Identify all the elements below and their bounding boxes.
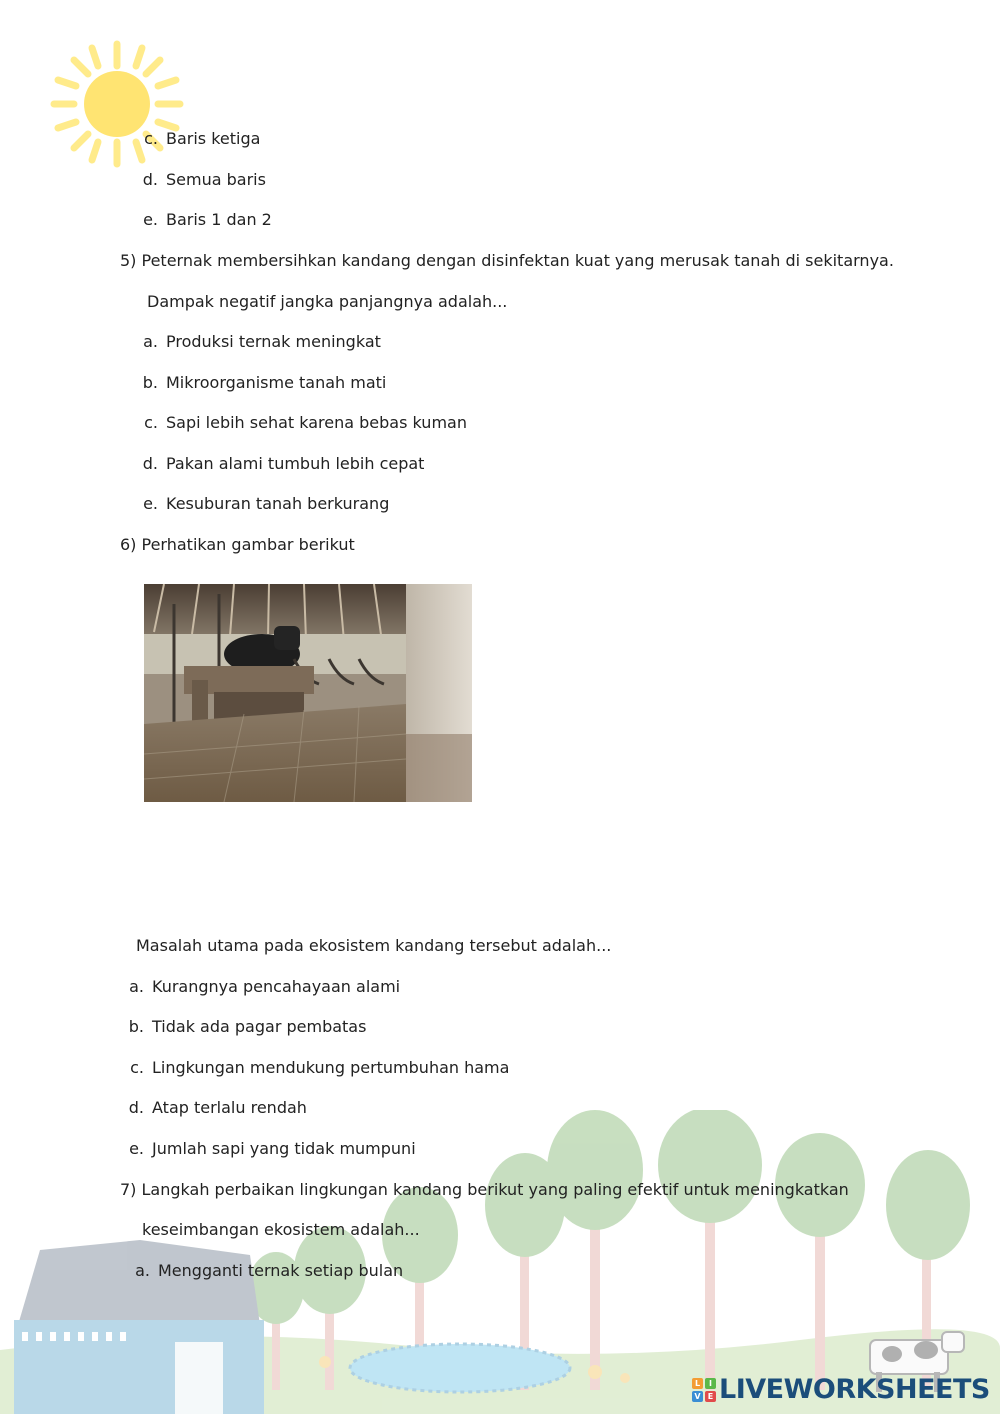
- option-letter: b.: [128, 1017, 144, 1036]
- q7-question-line2: keseimbangan ekosistem adalah...: [142, 1220, 420, 1239]
- option-letter: e.: [143, 210, 158, 229]
- option-letter: c.: [130, 1058, 144, 1077]
- q5-option-a: [134, 332, 381, 352]
- q4-option-c: [134, 129, 260, 149]
- q5-option-d: [134, 454, 424, 474]
- option-text: Baris 1 dan 2: [166, 210, 272, 229]
- option-letter: c.: [144, 129, 158, 148]
- option-text: Semua baris: [166, 170, 266, 189]
- option-letter: b.: [142, 373, 158, 392]
- q4-option-d: [134, 170, 266, 190]
- q6-option-b: [120, 1017, 366, 1037]
- liveworksheets-badge-icon: [692, 1378, 716, 1402]
- option-text: Pakan alami tumbuh lebih cepat: [166, 454, 425, 473]
- q6-option-d: [120, 1098, 307, 1118]
- option-text: Jumlah sapi yang tidak mumpuni: [152, 1139, 416, 1158]
- option-letter: c.: [144, 413, 158, 432]
- q6-option-e: [120, 1139, 416, 1159]
- option-text: Mengganti ternak setiap bulan: [158, 1261, 404, 1280]
- option-letter: e.: [143, 494, 158, 513]
- q6-intro: 6) Perhatikan gambar berikut: [120, 535, 355, 554]
- option-letter: d.: [142, 170, 158, 189]
- badge-letter: E: [705, 1391, 716, 1402]
- option-text: Mikroorganisme tanah mati: [166, 373, 387, 392]
- option-text: Tidak ada pagar pembatas: [152, 1017, 367, 1036]
- badge-letter: V: [692, 1391, 703, 1402]
- q5-option-c: [134, 413, 467, 433]
- option-text: Atap terlalu rendah: [152, 1098, 307, 1117]
- brand-name: LIVEWORKSHEETS: [719, 1374, 990, 1405]
- q5-question-line1: 5) Peternak membersihkan kandang dengan disinfektan kuat yang merusak tanah di sekitarnya.: [120, 251, 894, 270]
- q6-option-a: [120, 977, 400, 997]
- q7-question-line1: 7) Langkah perbaikan lingkungan kandang berikut yang paling efektif untuk meningkatkan: [120, 1180, 849, 1199]
- option-letter: e.: [129, 1139, 144, 1158]
- q6-question: Masalah utama pada ekosistem kandang tersebut adalah...: [136, 936, 612, 955]
- option-letter: d.: [128, 1098, 144, 1117]
- badge-letter: L: [692, 1378, 703, 1389]
- q5-option-b: [134, 373, 386, 393]
- q4-option-e: [134, 210, 272, 230]
- liveworksheets-logo[interactable]: [692, 1373, 990, 1407]
- option-letter: a.: [135, 1261, 150, 1280]
- option-text: Kurangnya pencahayaan alami: [152, 977, 401, 996]
- option-letter: a.: [143, 332, 158, 351]
- badge-letter: I: [705, 1378, 716, 1389]
- q5-option-e: [134, 494, 389, 514]
- barn-stall-photo: [144, 584, 472, 802]
- option-text: Sapi lebih sehat karena bebas kuman: [166, 413, 467, 432]
- option-text: Baris ketiga: [166, 129, 261, 148]
- option-text: Lingkungan mendukung pertumbuhan hama: [152, 1058, 510, 1077]
- option-letter: a.: [129, 977, 144, 996]
- option-letter: d.: [142, 454, 158, 473]
- sun-icon: [40, 30, 190, 180]
- q5-question-line2: Dampak negatif jangka panjangnya adalah...: [147, 292, 508, 311]
- option-text: Produksi ternak meningkat: [166, 332, 381, 351]
- option-text: Kesuburan tanah berkurang: [166, 494, 390, 513]
- q6-option-c: [120, 1058, 509, 1078]
- q7-option-a: [126, 1261, 403, 1281]
